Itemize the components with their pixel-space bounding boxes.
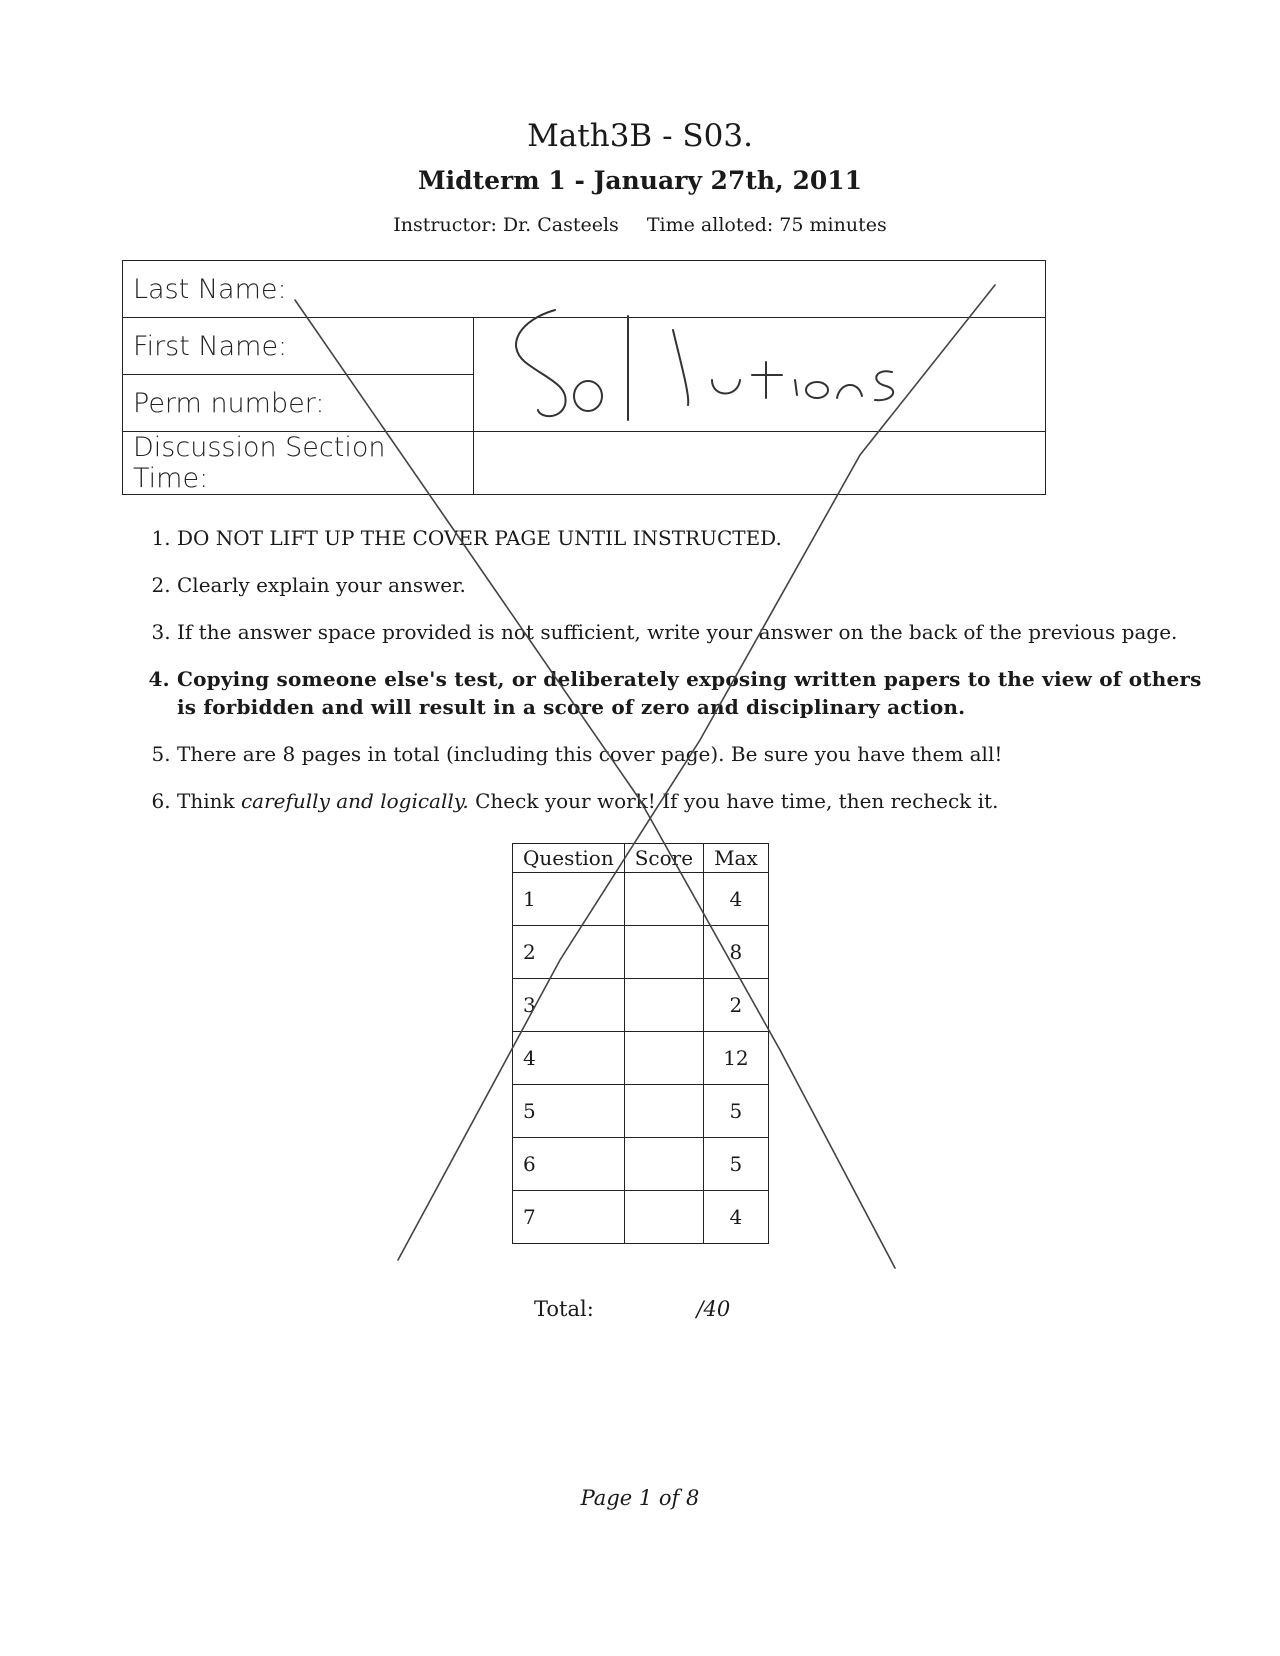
table-row xyxy=(513,1085,769,1138)
score-cell[interactable] xyxy=(624,1085,703,1138)
question-cell: 4 xyxy=(513,1032,625,1085)
time-allotted-text: Time alloted: 75 minutes xyxy=(646,214,887,236)
question-cell: 6 xyxy=(513,1138,625,1191)
question-cell: 3 xyxy=(513,979,625,1032)
exam-title: Math3B - S03. xyxy=(527,118,753,154)
score-cell[interactable] xyxy=(624,1032,703,1085)
table-row xyxy=(513,873,769,926)
question-cell: 1 xyxy=(513,873,625,926)
instruction-item: 4. Copying someone else's test, or deliberately exposing written papers to the view of others is forbidden and will result in a score of zero and disciplinary action. xyxy=(177,665,1207,721)
instruction-item: 1. DO NOT LIFT UP THE COVER PAGE UNTIL INSTRUCTED. xyxy=(177,524,1207,552)
column-header-max: Max xyxy=(704,844,769,873)
score-cell[interactable] xyxy=(624,926,703,979)
student-info-table xyxy=(122,260,1046,495)
exam-meta xyxy=(0,214,1280,236)
table-row xyxy=(513,1191,769,1244)
question-cell: 5 xyxy=(513,1085,625,1138)
instruction-item: 2. Clearly explain your answer. xyxy=(177,571,1207,599)
total-line xyxy=(534,1297,730,1321)
last-name-label: Last Name: xyxy=(123,261,1046,318)
instructor-text: Instructor: Dr. Casteels xyxy=(393,214,619,236)
first-name-label: First Name: xyxy=(123,318,474,375)
instruction-item xyxy=(177,787,1207,815)
max-cell: 8 xyxy=(704,926,769,979)
question-cell: 7 xyxy=(513,1191,625,1244)
score-cell[interactable] xyxy=(624,979,703,1032)
instruction-6-emphasis: carefully and logically. xyxy=(240,789,469,813)
instruction-6-prefix: Think xyxy=(177,789,241,813)
max-cell: 12 xyxy=(704,1032,769,1085)
perm-number-label: Perm number: xyxy=(123,375,474,432)
max-cell: 4 xyxy=(704,873,769,926)
score-cell[interactable] xyxy=(624,873,703,926)
max-cell: 2 xyxy=(704,979,769,1032)
score-cell[interactable] xyxy=(624,1138,703,1191)
instruction-item: 3. If the answer space provided is not sufficient, write your answer on the back of the previous page. xyxy=(177,618,1207,646)
max-cell: 4 xyxy=(704,1191,769,1244)
table-row xyxy=(513,1032,769,1085)
score-table xyxy=(512,843,769,1244)
instruction-6-suffix: Check your work! If you have time, then recheck it. xyxy=(468,789,999,813)
table-row xyxy=(513,979,769,1032)
question-cell: 2 xyxy=(513,926,625,979)
instructions-list xyxy=(145,524,1207,834)
total-label: Total: xyxy=(534,1297,594,1321)
table-row xyxy=(513,1138,769,1191)
column-header-score: Score xyxy=(624,844,703,873)
name-value-cell[interactable] xyxy=(474,318,1046,432)
max-cell: 5 xyxy=(704,1138,769,1191)
max-cell: 5 xyxy=(704,1085,769,1138)
total-max: /40 xyxy=(696,1297,731,1321)
discussion-section-value-cell[interactable] xyxy=(474,432,1046,495)
page-footer: Page 1 of 8 xyxy=(580,1486,700,1510)
table-row xyxy=(513,926,769,979)
exam-subtitle: Midterm 1 - January 27th, 2011 xyxy=(417,166,863,195)
score-cell[interactable] xyxy=(624,1191,703,1244)
discussion-section-label: Discussion Section Time: xyxy=(123,432,474,495)
instruction-item: 5. There are 8 pages in total (including this cover page). Be sure you have them all! xyxy=(177,740,1207,768)
column-header-question: Question xyxy=(513,844,625,873)
